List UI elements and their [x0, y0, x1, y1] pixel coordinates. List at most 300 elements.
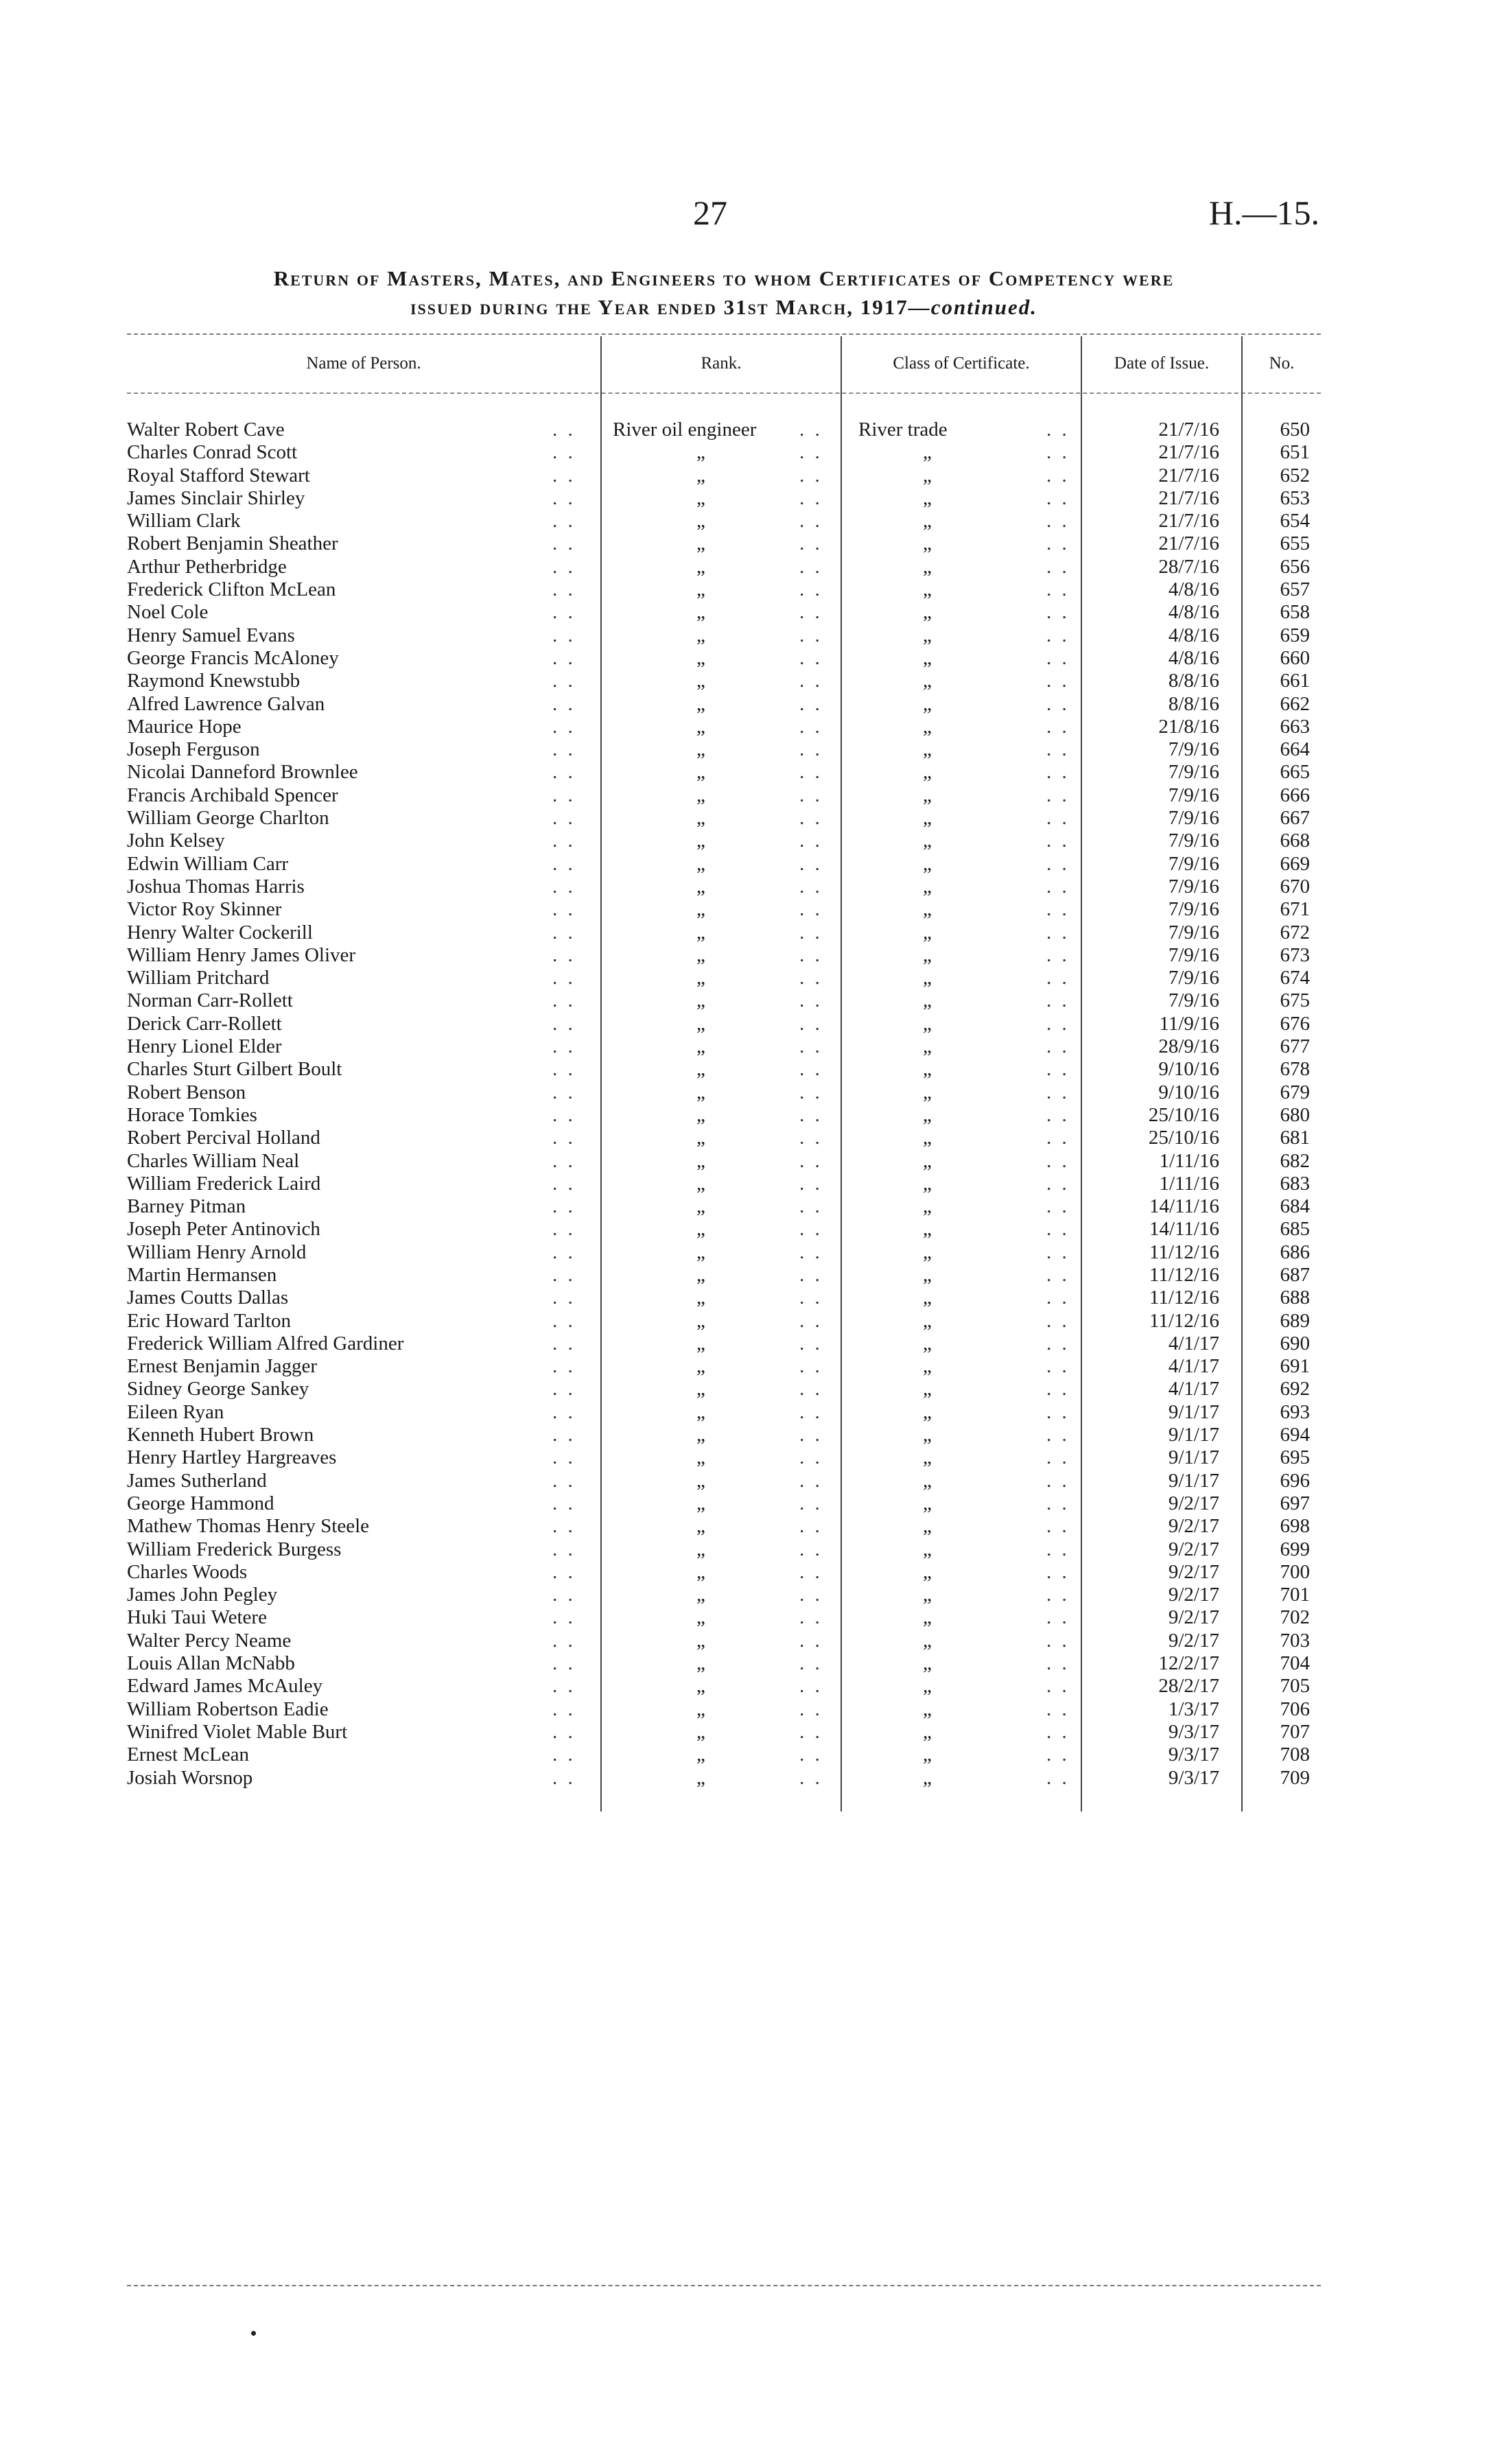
rank: „	[696, 898, 705, 921]
table-row	[127, 1561, 1321, 1584]
rank: „	[696, 464, 705, 486]
certificate-class: „	[923, 624, 932, 646]
certificate-class: „	[923, 464, 932, 486]
leader-dots: . .	[552, 692, 576, 715]
leader-dots: . .	[552, 532, 576, 555]
leader-dots: . .	[1046, 1355, 1070, 1378]
rank: „	[696, 921, 705, 943]
certificate-class: „	[923, 943, 932, 966]
table-row	[127, 1310, 1321, 1333]
person-name: Barney Pitman	[127, 1195, 246, 1218]
leader-dots: . .	[799, 1492, 823, 1514]
person-name: Josiah Worsnop	[127, 1766, 253, 1789]
date-of-issue: 28/2/17	[1158, 1675, 1219, 1698]
certificate-class: „	[923, 1149, 932, 1172]
table-row	[127, 1378, 1321, 1400]
leader-dots: . .	[799, 624, 823, 646]
certificate-number: 674	[1280, 967, 1310, 989]
person-name: William Pritchard	[127, 967, 270, 989]
person-name: Edward James McAuley	[127, 1675, 323, 1698]
leader-dots: . .	[552, 464, 576, 486]
table-row	[127, 876, 1321, 898]
leader-dots: . .	[552, 1287, 576, 1309]
leader-dots: . .	[799, 1698, 823, 1720]
table-row	[127, 1195, 1321, 1218]
certificate-number: 658	[1280, 601, 1310, 624]
rank: „	[696, 1332, 705, 1354]
date-of-issue: 8/8/16	[1168, 692, 1219, 715]
certificate-number: 704	[1280, 1652, 1310, 1675]
date-of-issue: 9/3/17	[1168, 1720, 1219, 1743]
date-of-issue: 11/12/16	[1149, 1287, 1219, 1309]
certificate-class: „	[923, 1446, 932, 1469]
person-name: Ernest McLean	[127, 1744, 249, 1766]
person-name: Edwin William Carr	[127, 852, 289, 875]
leader-dots: . .	[552, 830, 576, 852]
table-row	[127, 1035, 1321, 1058]
rank: „	[696, 692, 705, 715]
date-of-issue: 9/10/16	[1158, 1081, 1219, 1103]
certificate-number: 686	[1280, 1241, 1310, 1263]
leader-dots: . .	[1046, 601, 1070, 624]
leader-dots: . .	[799, 1766, 823, 1789]
person-name: Charles William Neal	[127, 1149, 300, 1172]
certificate-class: „	[923, 486, 932, 509]
certificate-number: 676	[1280, 1012, 1310, 1035]
table-row	[127, 441, 1321, 464]
leader-dots: . .	[799, 1012, 823, 1035]
certificate-class: „	[923, 1081, 932, 1103]
leader-dots: . .	[552, 1766, 576, 1789]
table-row	[127, 1058, 1321, 1081]
leader-dots: . .	[799, 1081, 823, 1103]
certificate-class: „	[923, 852, 932, 875]
date-of-issue: 1/11/16	[1159, 1149, 1219, 1172]
date-of-issue: 7/9/16	[1168, 761, 1219, 784]
table-row	[127, 738, 1321, 761]
date-of-issue: 11/12/16	[1149, 1263, 1219, 1286]
leader-dots: . .	[1046, 967, 1070, 989]
table-bottom-rule	[127, 2285, 1321, 2286]
leader-dots: . .	[552, 807, 576, 830]
leader-dots: . .	[1046, 555, 1070, 578]
rank: „	[696, 532, 705, 555]
rank: „	[696, 1378, 705, 1400]
table-row	[127, 807, 1321, 830]
table-row	[127, 716, 1321, 738]
rank: „	[696, 1081, 705, 1103]
certificate-class: „	[923, 1606, 932, 1629]
leader-dots: . .	[552, 967, 576, 989]
certificate-class: „	[923, 1012, 932, 1035]
certificate-class: „	[923, 601, 932, 624]
certificate-number: 682	[1280, 1149, 1310, 1172]
rank: „	[696, 1035, 705, 1058]
date-of-issue: 7/9/16	[1168, 943, 1219, 966]
leader-dots: . .	[1046, 692, 1070, 715]
leader-dots: . .	[552, 1241, 576, 1263]
leader-dots: . .	[1046, 441, 1070, 464]
rank: „	[696, 1172, 705, 1195]
rank: River oil engineer	[613, 419, 757, 441]
leader-dots: . .	[552, 875, 576, 897]
table-row	[127, 989, 1321, 1012]
leader-dots: . .	[552, 784, 576, 806]
certificate-number: 660	[1280, 646, 1310, 669]
leader-dots: . .	[1046, 419, 1070, 441]
leader-dots: . .	[799, 601, 823, 624]
leader-dots: . .	[1046, 898, 1070, 921]
leader-dots: . .	[1046, 1172, 1070, 1195]
certificate-number: 705	[1280, 1675, 1310, 1698]
person-name: Horace Tomkies	[127, 1103, 257, 1126]
certificate-class: „	[923, 1127, 932, 1149]
table-row	[127, 1515, 1321, 1538]
table-row	[127, 624, 1321, 647]
leader-dots: . .	[552, 1103, 576, 1126]
leader-dots: . .	[1046, 486, 1070, 509]
date-of-issue: 7/9/16	[1168, 921, 1219, 943]
leader-dots: . .	[1046, 1560, 1070, 1583]
header-name: Name of Person.	[306, 354, 421, 373]
date-of-issue: 11/12/16	[1149, 1309, 1219, 1332]
person-name: Alfred Lawrence Galvan	[127, 692, 325, 715]
person-name: Eric Howard Tarlton	[127, 1309, 292, 1332]
person-name: William George Charlton	[127, 807, 329, 830]
header-class: Class of Certificate.	[893, 354, 1030, 373]
leader-dots: . .	[799, 1172, 823, 1195]
certificate-number: 684	[1280, 1195, 1310, 1218]
certificate-number: 664	[1280, 738, 1310, 761]
leader-dots: . .	[1046, 1606, 1070, 1629]
date-of-issue: 12/2/17	[1158, 1652, 1219, 1675]
title-line-2	[127, 293, 1321, 322]
leader-dots: . .	[552, 486, 576, 509]
leader-dots: . .	[552, 1584, 576, 1606]
leader-dots: . .	[799, 715, 823, 738]
date-of-issue: 4/1/17	[1168, 1378, 1219, 1400]
certificate-class: „	[923, 1287, 932, 1309]
table-row	[127, 1401, 1321, 1424]
leader-dots: . .	[1046, 1263, 1070, 1286]
date-of-issue: 4/8/16	[1168, 601, 1219, 624]
certificate-class: „	[923, 1263, 932, 1286]
date-of-issue: 7/9/16	[1168, 807, 1219, 830]
leader-dots: . .	[552, 1400, 576, 1423]
person-name: James John Pegley	[127, 1584, 278, 1606]
table-row	[127, 967, 1321, 989]
certificate-number: 707	[1280, 1720, 1310, 1743]
leader-dots: . .	[1046, 1012, 1070, 1035]
certificate-number: 677	[1280, 1035, 1310, 1058]
certificate-number: 673	[1280, 943, 1310, 966]
date-of-issue: 9/2/17	[1168, 1538, 1219, 1560]
date-of-issue: 9/2/17	[1168, 1584, 1219, 1606]
date-of-issue: 9/2/17	[1168, 1492, 1219, 1514]
certificate-class: „	[923, 898, 932, 921]
leader-dots: . .	[1046, 875, 1070, 897]
leader-dots: . .	[1046, 1584, 1070, 1606]
table-row	[127, 1698, 1321, 1721]
leader-dots: . .	[552, 1149, 576, 1172]
leader-dots: . .	[1046, 578, 1070, 601]
leader-dots: . .	[552, 989, 576, 1012]
date-of-issue: 21/7/16	[1158, 464, 1219, 486]
leader-dots: . .	[552, 624, 576, 646]
rank: „	[696, 1355, 705, 1378]
certificate-class: „	[923, 1698, 932, 1720]
leader-dots: . .	[1046, 1629, 1070, 1652]
leader-dots: . .	[552, 1081, 576, 1103]
leader-dots: . .	[799, 1241, 823, 1263]
table-row	[127, 1606, 1321, 1629]
date-of-issue: 7/9/16	[1168, 830, 1219, 852]
person-name: Henry Lionel Elder	[127, 1035, 282, 1058]
leader-dots: . .	[799, 830, 823, 852]
leader-dots: . .	[552, 670, 576, 692]
date-of-issue: 7/9/16	[1168, 738, 1219, 761]
table-row	[127, 1127, 1321, 1149]
leader-dots: . .	[1046, 921, 1070, 943]
leader-dots: . .	[799, 898, 823, 921]
leader-dots: . .	[552, 1355, 576, 1378]
leader-dots: . .	[1046, 715, 1070, 738]
certificate-class: „	[923, 807, 932, 830]
leader-dots: . .	[1046, 1698, 1070, 1720]
leader-dots: . .	[799, 807, 823, 830]
date-of-issue: 9/2/17	[1168, 1629, 1219, 1652]
leader-dots: . .	[799, 1538, 823, 1560]
leader-dots: . .	[799, 1058, 823, 1081]
certificate-number: 703	[1280, 1629, 1310, 1652]
date-of-issue: 7/9/16	[1168, 898, 1219, 921]
person-name: Mathew Thomas Henry Steele	[127, 1515, 370, 1538]
leader-dots: . .	[1046, 1652, 1070, 1675]
rank: „	[696, 486, 705, 509]
certificate-class: „	[923, 1378, 932, 1400]
date-of-issue: 9/10/16	[1158, 1058, 1219, 1081]
rank: „	[696, 670, 705, 692]
table-row	[127, 922, 1321, 944]
certificate-number: 698	[1280, 1515, 1310, 1538]
person-name: Eileen Ryan	[127, 1400, 224, 1423]
certificate-class: „	[923, 1309, 932, 1332]
person-name: William Henry James Oliver	[127, 943, 356, 966]
certificate-number: 683	[1280, 1172, 1310, 1195]
leader-dots: . .	[799, 646, 823, 669]
rank: „	[696, 1766, 705, 1789]
rank: „	[696, 784, 705, 806]
leader-dots: . .	[552, 1698, 576, 1720]
certificate-class: „	[923, 1035, 932, 1058]
leader-dots: . .	[1046, 784, 1070, 806]
table-row	[127, 1675, 1321, 1698]
certificate-class: „	[923, 1424, 932, 1446]
person-name: William Frederick Laird	[127, 1172, 321, 1195]
leader-dots: . .	[799, 1263, 823, 1286]
certificate-class: River trade	[858, 419, 948, 441]
date-of-issue: 28/7/16	[1158, 555, 1219, 578]
table-row	[127, 1264, 1321, 1287]
certificate-class: „	[923, 1355, 932, 1378]
certificate-number: 692	[1280, 1378, 1310, 1400]
header-bottom-rule	[127, 392, 1321, 394]
leader-dots: . .	[799, 1744, 823, 1766]
date-of-issue: 7/9/16	[1168, 967, 1219, 989]
certificate-class: „	[923, 738, 932, 761]
leader-dots: . .	[799, 1355, 823, 1378]
rank: „	[696, 1606, 705, 1629]
table-row	[127, 944, 1321, 967]
certificate-number: 668	[1280, 830, 1310, 852]
certificate-number: 693	[1280, 1400, 1310, 1423]
date-of-issue: 21/8/16	[1158, 715, 1219, 738]
leader-dots: . .	[799, 784, 823, 806]
rank: „	[696, 1652, 705, 1675]
person-name: Walter Robert Cave	[127, 419, 285, 441]
leader-dots: . .	[799, 1584, 823, 1606]
certificate-number: 650	[1280, 419, 1310, 441]
leader-dots: . .	[552, 852, 576, 875]
person-name: William Henry Arnold	[127, 1241, 307, 1263]
certificate-number: 709	[1280, 1766, 1310, 1789]
leader-dots: . .	[799, 852, 823, 875]
leader-dots: . .	[1046, 1127, 1070, 1149]
certificate-class: „	[923, 1058, 932, 1081]
leader-dots: . .	[1046, 1744, 1070, 1766]
person-name: Maurice Hope	[127, 715, 242, 738]
leader-dots: . .	[552, 1606, 576, 1629]
leader-dots: . .	[1046, 1035, 1070, 1058]
person-name: Royal Stafford Stewart	[127, 464, 310, 486]
table-row	[127, 1767, 1321, 1790]
certificate-class: „	[923, 875, 932, 897]
leader-dots: . .	[552, 510, 576, 532]
date-of-issue: 9/1/17	[1168, 1446, 1219, 1469]
leader-dots: . .	[799, 555, 823, 578]
rank: „	[696, 1309, 705, 1332]
table-row	[127, 1744, 1321, 1766]
certificate-class: „	[923, 1103, 932, 1126]
date-of-issue: 9/1/17	[1168, 1400, 1219, 1423]
leader-dots: . .	[799, 1400, 823, 1423]
person-name: Robert Percival Holland	[127, 1127, 320, 1149]
certificate-number: 665	[1280, 761, 1310, 784]
table-row	[127, 1355, 1321, 1378]
certificate-number: 657	[1280, 578, 1310, 601]
title-line-1: Return of Masters, Mates, and Engineers to whom Certificates of Competency were	[273, 266, 1175, 290]
date-of-issue: 21/7/16	[1158, 441, 1219, 464]
table-row	[127, 1150, 1321, 1173]
person-name: Ernest Benjamin Jagger	[127, 1355, 318, 1378]
leader-dots: . .	[799, 989, 823, 1012]
table-row	[127, 1013, 1321, 1035]
leader-dots: . .	[552, 1675, 576, 1698]
date-of-issue: 7/9/16	[1168, 875, 1219, 897]
person-name: Sidney George Sankey	[127, 1378, 309, 1400]
leader-dots: . .	[552, 1492, 576, 1514]
certificate-number: 653	[1280, 486, 1310, 509]
leader-dots: . .	[1046, 807, 1070, 830]
leader-dots: . .	[552, 898, 576, 921]
certificate-number: 655	[1280, 532, 1310, 555]
leader-dots: . .	[552, 1218, 576, 1241]
table-row	[127, 830, 1321, 852]
leader-dots: . .	[552, 1195, 576, 1218]
date-of-issue: 9/2/17	[1168, 1606, 1219, 1629]
rank: „	[696, 1492, 705, 1514]
certificate-number: 671	[1280, 898, 1310, 921]
leader-dots: . .	[552, 419, 576, 441]
certificate-number: 702	[1280, 1606, 1310, 1629]
person-name: Joshua Thomas Harris	[127, 875, 305, 897]
rank: „	[696, 807, 705, 830]
table-row	[127, 1630, 1321, 1652]
certificate-class: „	[923, 1560, 932, 1583]
date-of-issue: 7/9/16	[1168, 784, 1219, 806]
leader-dots: . .	[799, 578, 823, 601]
rank: „	[696, 1584, 705, 1606]
leader-dots: . .	[1046, 1149, 1070, 1172]
person-name: Winifred Violet Mable Burt	[127, 1720, 348, 1743]
table-row	[127, 1218, 1321, 1241]
page-number: 27	[693, 193, 727, 232]
leader-dots: . .	[799, 1378, 823, 1400]
rank: „	[696, 1263, 705, 1286]
certificate-class: „	[923, 989, 932, 1012]
certificate-class: „	[923, 441, 932, 464]
person-name: John Kelsey	[127, 830, 225, 852]
certificate-class: „	[923, 510, 932, 532]
certificate-number: 680	[1280, 1103, 1310, 1126]
rank: „	[696, 1012, 705, 1035]
certificate-class: „	[923, 646, 932, 669]
header-date: Date of Issue.	[1114, 354, 1210, 373]
person-name: Joseph Ferguson	[127, 738, 260, 761]
rank: „	[696, 646, 705, 669]
leader-dots: . .	[799, 1424, 823, 1446]
certificate-class: „	[923, 1241, 932, 1263]
rank: „	[696, 989, 705, 1012]
leader-dots: . .	[1046, 624, 1070, 646]
leader-dots: . .	[552, 1538, 576, 1560]
certificate-number: 687	[1280, 1263, 1310, 1286]
rank: „	[696, 1560, 705, 1583]
rank: „	[696, 738, 705, 761]
person-name: William Robertson Eadie	[127, 1698, 329, 1720]
leader-dots: . .	[1046, 1378, 1070, 1400]
leader-dots: . .	[799, 1127, 823, 1149]
certificate-class: „	[923, 1332, 932, 1354]
person-name: Frederick William Alfred Gardiner	[127, 1332, 404, 1354]
leader-dots: . .	[1046, 1766, 1070, 1789]
table-row	[127, 465, 1321, 487]
leader-dots: . .	[799, 1309, 823, 1332]
date-of-issue: 7/9/16	[1168, 989, 1219, 1012]
leader-dots: . .	[799, 532, 823, 555]
certificate-number: 666	[1280, 784, 1310, 806]
rank: „	[696, 601, 705, 624]
leader-dots: . .	[799, 1560, 823, 1583]
title-continued: —continued.	[908, 295, 1038, 319]
leader-dots: . .	[552, 578, 576, 601]
title-line-2-main: issued during the Year ended 31st March, 1917	[410, 295, 908, 319]
rank: „	[696, 1720, 705, 1743]
rank: „	[696, 1538, 705, 1560]
certificate-class: „	[923, 715, 932, 738]
leader-dots: . .	[552, 1127, 576, 1149]
leader-dots: . .	[1046, 1309, 1070, 1332]
